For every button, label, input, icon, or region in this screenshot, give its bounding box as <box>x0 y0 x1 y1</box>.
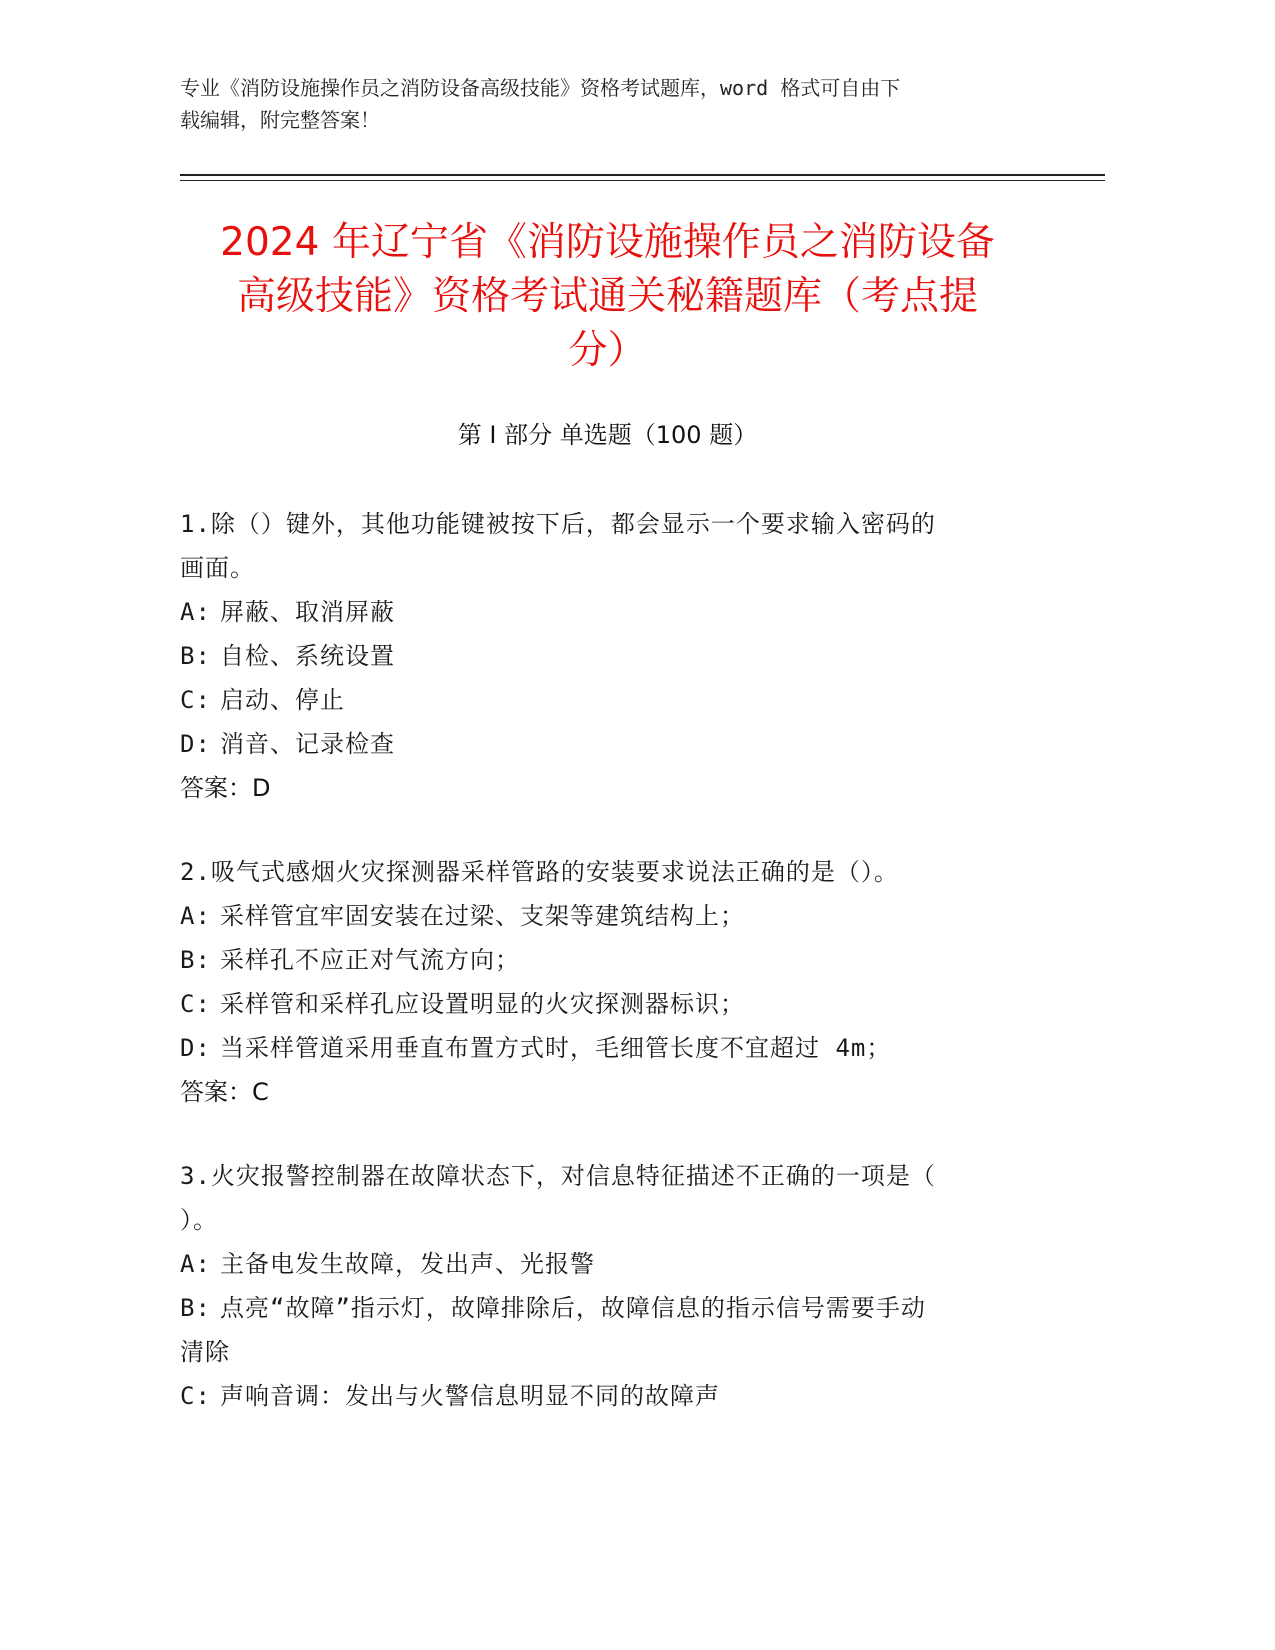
option-a <box>180 1242 1040 1286</box>
answer-line: 答案：C <box>180 1078 269 1106</box>
option-a <box>180 894 1040 938</box>
option-a <box>180 590 1040 634</box>
option-letter: B: <box>180 946 211 974</box>
option-letter: A: <box>180 598 211 626</box>
header-divider-thick <box>180 174 1105 176</box>
option-text: 消音、记录检查 <box>220 730 395 758</box>
question-1 <box>180 502 1040 810</box>
option-c <box>180 1374 1040 1418</box>
title-line-3: 分） <box>568 328 647 373</box>
option-d <box>180 1026 1040 1070</box>
document-title <box>175 216 1040 378</box>
header-note <box>180 72 1060 136</box>
option-c <box>180 678 1040 722</box>
section-heading: 第 I 部分 单选题（100 题） <box>457 421 758 449</box>
option-text: 清除 <box>180 1338 230 1366</box>
question-stem-continued: 画面。 <box>180 554 255 582</box>
option-text: 当采样管道采用垂直布置方式时，毛细管长度不宜超过 4m； <box>220 1034 892 1062</box>
title-line-1: 2024 年辽宁省《消防设施操作员之消防设备 <box>220 220 995 265</box>
option-text: 采样管宜牢固安装在过梁、支架等建筑结构上； <box>220 902 745 930</box>
option-letter: B: <box>180 1294 211 1322</box>
option-c <box>180 982 1040 1026</box>
option-b <box>180 938 1040 982</box>
question-stem: 3.火灾报警控制器在故障状态下，对信息特征描述不正确的一项是（ <box>180 1162 936 1190</box>
option-d <box>180 722 1040 766</box>
title-line-2: 高级技能》资格考试通关秘籍题库（考点提 <box>236 274 978 319</box>
question-stem: 2.吸气式感烟火灾探测器采样管路的安装要求说法正确的是（）。 <box>180 858 899 886</box>
option-text: 采样管和采样孔应设置明显的火灾探测器标识； <box>220 990 745 1018</box>
option-b <box>180 634 1040 678</box>
question-stem: 1.除（）键外，其他功能键被按下后，都会显示一个要求输入密码的 <box>180 510 936 538</box>
option-text: 自检、系统设置 <box>220 642 395 670</box>
option-text: 屏蔽、取消屏蔽 <box>220 598 395 626</box>
option-b-continued <box>180 1330 1040 1374</box>
option-text: 启动、停止 <box>220 686 345 714</box>
option-letter: D: <box>180 1034 211 1062</box>
option-text: 采样孔不应正对气流方向； <box>220 946 520 974</box>
option-letter: D: <box>180 730 211 758</box>
question-list <box>180 502 1040 1458</box>
question-3 <box>180 1154 1040 1418</box>
option-letter: A: <box>180 902 211 930</box>
question-stem-continued: ）。 <box>180 1206 218 1234</box>
option-letter: C: <box>180 990 211 1018</box>
option-letter: A: <box>180 1250 211 1278</box>
option-letter: B: <box>180 642 211 670</box>
header-divider-thin <box>180 180 1105 181</box>
answer-line: 答案：D <box>180 774 271 802</box>
option-text: 声响音调：发出与火警信息明显不同的故障声 <box>220 1382 720 1410</box>
header-note-line-1: 专业《消防设施操作员之消防设备高级技能》资格考试题库，word 格式可自由下 <box>180 76 901 100</box>
question-2 <box>180 850 1040 1114</box>
option-letter: C: <box>180 686 211 714</box>
option-b <box>180 1286 1040 1330</box>
option-letter: C: <box>180 1382 211 1410</box>
header-note-line-2: 载编辑，附完整答案！ <box>180 108 380 132</box>
option-text: 点亮“故障”指示灯，故障排除后，故障信息的指示信号需要手动 <box>220 1294 926 1322</box>
option-text: 主备电发生故障，发出声、光报警 <box>220 1250 595 1278</box>
